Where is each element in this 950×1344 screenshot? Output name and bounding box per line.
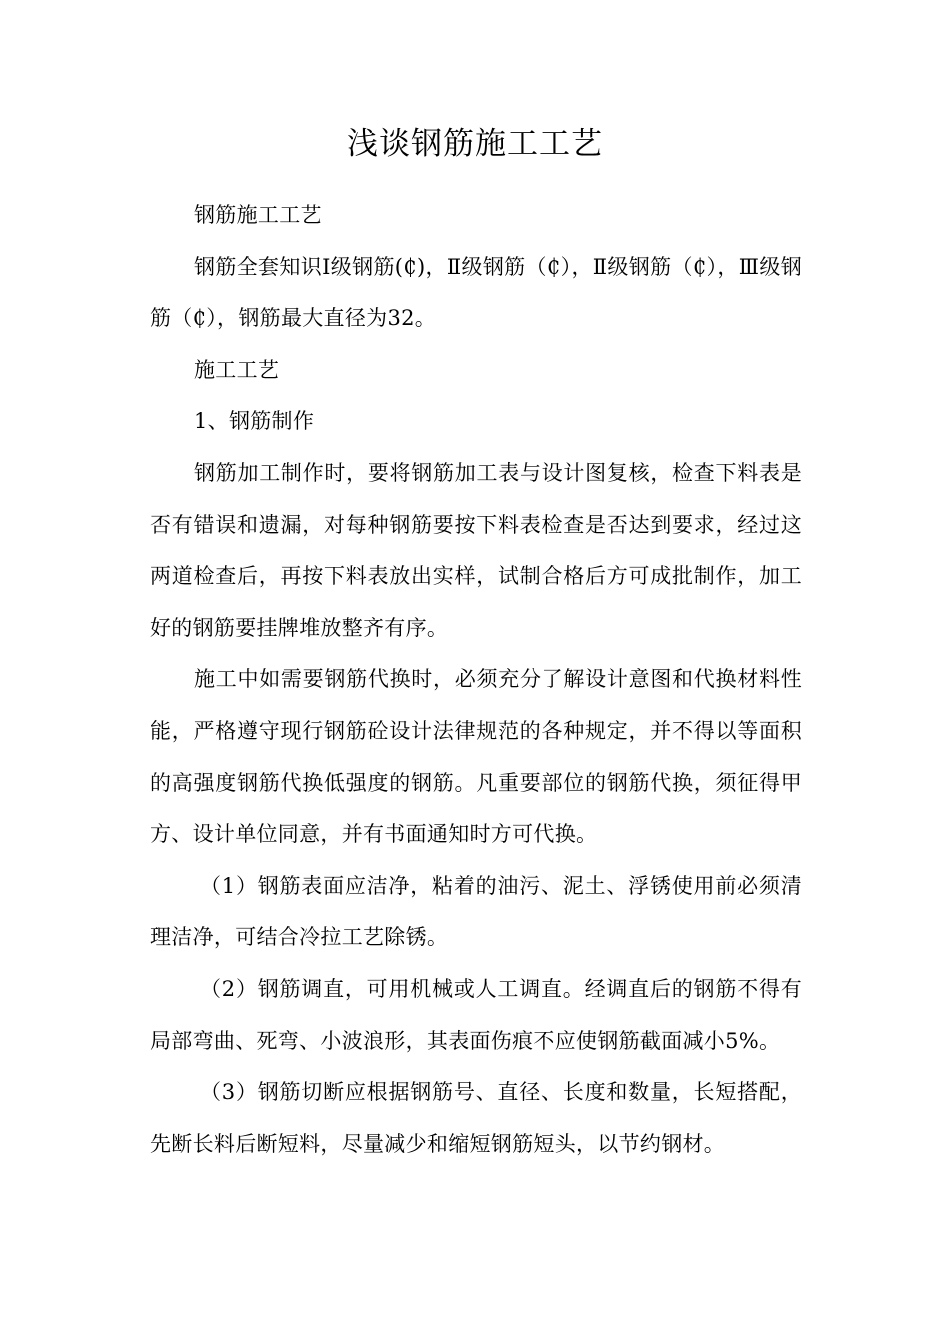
paragraph-fabrication-check: 钢筋加工制作时，要将钢筋加工表与设计图复核，检查下料表是否有错误和遗漏，对每种钢筋要按下料表检查是否达到要求，经过这两道检查后，再按下料表放出实样，试制合格后方可成批制作，加工好的钢筋要挂牌堆放整齐有序。 xyxy=(150,460,802,640)
paragraph-item-2-straightening: （2）钢筋调直，可用机械或人工调直。经调直后的钢筋不得有局部弯曲、死弯、小波浪形，其表面伤痕不应使钢筋截面减小5%。 xyxy=(150,976,802,1053)
paragraph-item-1-cleaning: （1）钢筋表面应洁净，粘着的油污、泥土、浮锈使用前必须清理洁净，可结合冷拉工艺除锈。 xyxy=(150,873,802,950)
paragraph-construction-process: 施工工艺 xyxy=(194,357,280,382)
document-body xyxy=(150,190,802,1170)
paragraph-item-3-cutting: （3）钢筋切断应根据钢筋号、直径、长度和数量，长短搭配，先断长料后断短料，尽量减少和缩短钢筋短头，以节约钢材。 xyxy=(150,1080,802,1156)
paragraph-section-heading: 钢筋施工工艺 xyxy=(194,203,322,227)
paragraph-rebar-fabrication-heading: 1、钢筋制作 xyxy=(194,409,315,434)
paragraph-rebar-substitution: 施工中如需要钢筋代换时，必须充分了解设计意图和代换材料性能，严格遵守现行钢筋砼设计法律规范的各种规定，并不得以等面积的高强度钢筋代换低强度的钢筋。凡重要部位的钢筋代换，须征得甲方、设计单位同意，并有书面通知时方可代换。 xyxy=(150,667,802,847)
paragraph-rebar-grades: 钢筋全套知识Ⅰ级钢筋(₵)，Ⅱ级钢筋（₵），Ⅱ级钢筋（₵），Ⅲ级钢筋（₵），钢筋最大直径为32。 xyxy=(150,254,802,331)
document-title: 浅谈钢筋施工工艺 xyxy=(347,126,603,162)
